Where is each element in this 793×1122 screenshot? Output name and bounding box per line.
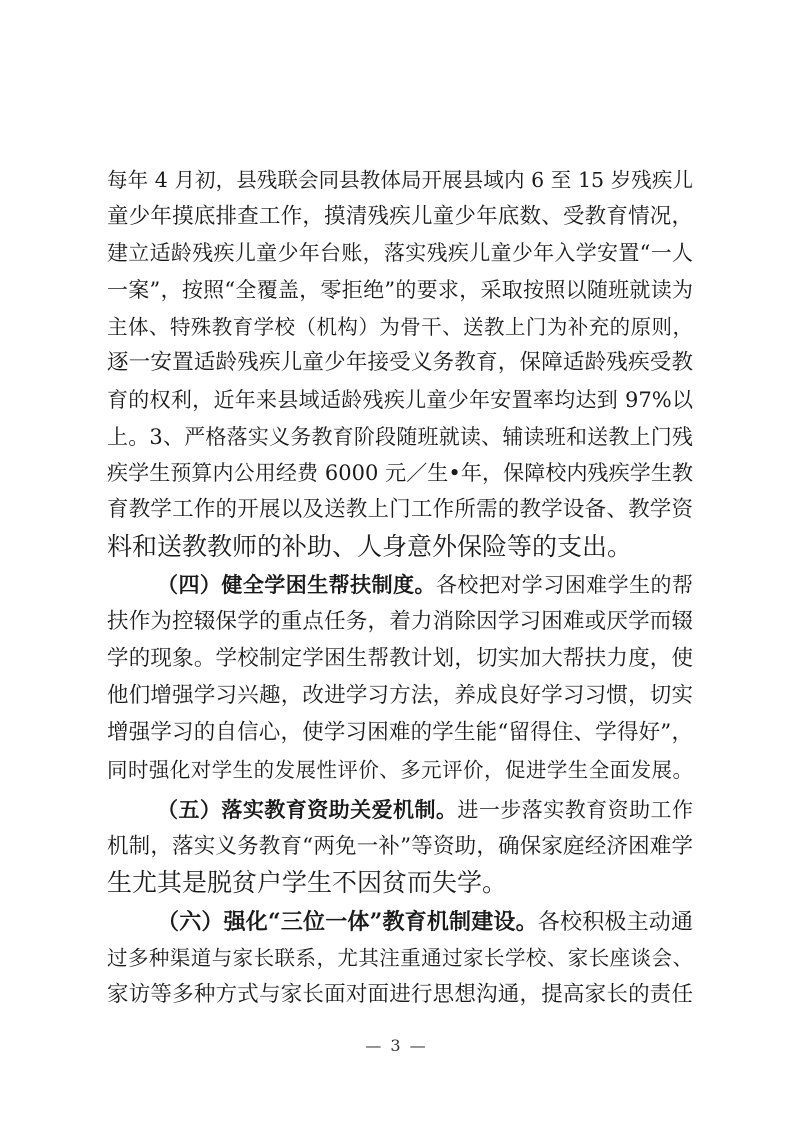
body-text-line: [107, 273, 693, 307]
line-text: 生尤其是脱贫户学生不因贫而失学。: [107, 868, 508, 897]
line-text: 逐一安置适龄残疾儿童少年接受义务教育，保障适龄残疾受教: [107, 350, 693, 375]
body-text-line: [107, 420, 693, 454]
line-text: 一案”，按照“全覆盖，零拒绝”的要求，采取按照以随班就读为: [107, 278, 693, 302]
body-text-line: [107, 605, 693, 639]
line-text: 主体、特殊教育学校（机构）为骨干、送教上门为补充的原则，: [107, 315, 693, 339]
body-text-line: [107, 753, 693, 787]
section-heading: （五）落实教育资助关爱机制。: [157, 797, 458, 822]
line-text: 各校积极主动通: [537, 910, 693, 935]
body-text-line: [107, 866, 693, 900]
line-text: 他们增强学习兴趣，改进学习方法，养成良好学习习惯，切实: [107, 683, 693, 708]
body-text-line: [107, 978, 693, 1012]
line-text: 进一步落实教育资助工作: [457, 798, 694, 822]
line-text: 建立适龄残疾儿童少年台账，落实残疾儿童少年入学安置“一人: [107, 241, 693, 265]
section-heading: （四）健全学困生帮扶制度。: [157, 572, 436, 597]
body-text-line: [107, 456, 693, 490]
body-text-line: [107, 830, 693, 864]
line-text: 各校把对学习困难学生的帮: [435, 573, 694, 597]
line-text: 增强学习的自信心，使学习困难的学生能“留得住、学得好”，: [107, 720, 693, 745]
line-text: 童少年摸底排查工作，摸清残疾儿童少年底数、受教育情况，: [107, 204, 693, 229]
body-text-line: [107, 310, 693, 344]
body-text-line: [107, 679, 693, 713]
section-heading-line: [157, 905, 693, 939]
line-text: 家访等多种方式与家长面对面进行思想沟通，提高家长的责任: [107, 982, 693, 1007]
page-number: — 3 —: [365, 1036, 428, 1055]
body-text-line: [107, 493, 693, 527]
body-text-line: [107, 716, 693, 750]
line-text: 育教学工作的开展以及送教上门工作所需的教学设备、教学资: [107, 497, 693, 522]
line-text: 每年 4 月初，县残联会同县教体局开展县域内 6 至 15 岁残疾儿: [107, 168, 693, 192]
line-text: 育的权利，近年来县域适龄残疾儿童少年安置率均达到 97%以: [107, 388, 693, 412]
body-text-line: [107, 941, 693, 975]
body-text-line: [107, 236, 693, 270]
line-text: 过多种渠道与家长联系，尤其注重通过家长学校、家长座谈会、: [107, 946, 693, 970]
line-text: 机制，落实义务教育“两免一补”等资助，确保家庭经济困难学: [107, 834, 693, 859]
section-heading-line: [157, 793, 693, 827]
line-text: 料和送教教师的补助、人身意外保险等的支出。: [107, 532, 633, 561]
body-text-line: [107, 346, 693, 380]
line-text: 扶作为控辍保学的重点任务，着力消除因学习困难或厌学而辍: [107, 609, 693, 634]
body-text-line: [107, 383, 693, 417]
line-text: 疾学生预算内公用经费 6000 元／生•年，保障校内残疾学生教: [107, 461, 693, 485]
line-text: 同时强化对学生的发展性评价、多元评价，促进学生全面发展。: [107, 758, 693, 782]
body-text-line: [107, 200, 693, 234]
section-heading-line: [157, 568, 693, 602]
line-text: 学的现象。学校制定学困生帮教计划，切实加大帮扶力度，使: [107, 646, 693, 671]
body-text-line: [107, 530, 693, 564]
line-text: 上。3、严格落实义务教育阶段随班就读、辅读班和送教上门残: [107, 425, 693, 449]
body-text-line: [107, 163, 693, 197]
body-text-line: [107, 642, 693, 676]
section-heading: （六）强化“三位一体”教育机制建设。: [157, 909, 538, 935]
